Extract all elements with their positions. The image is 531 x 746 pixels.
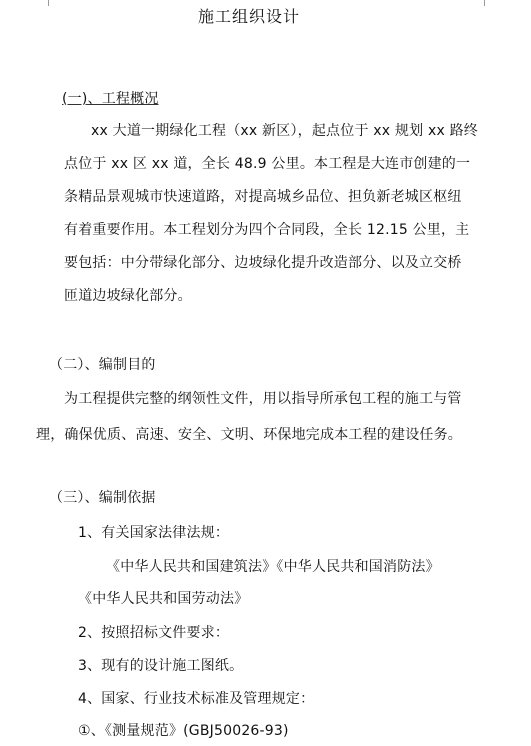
section-heading-basis: （三）、编制依据 <box>49 490 156 506</box>
margin-corner-mark-right <box>484 0 497 6</box>
overview-line-2: 点位于 xx 区 xx 道，全长 48.9 公里。本工程是大连市创建的一 <box>64 156 471 172</box>
purpose-line-1: 为工程提供完整的纲领性文件，用以指导所承包工程的施工与管 <box>64 391 462 407</box>
document-title: 施工组织设计 <box>198 7 301 26</box>
overview-line-1: xx 大道一期绿化工程（xx 新区），起点位于 xx 规划 xx 路终 <box>91 123 478 139</box>
basis-laws-line-1: 《中华人民共和国建筑法》《中华人民共和国消防法》 <box>106 559 440 575</box>
overview-line-4: 有着重要作用。本工程划分为四个合同段，全长 12.15 公里，主 <box>64 222 470 238</box>
section-heading-overview: (一)、工程概况 <box>62 91 159 107</box>
purpose-line-2: 理，确保优质、高速、安全、文明、环保地完成本工程的建设任务。 <box>36 427 462 443</box>
basis-subitem-1: ①、《测量规范》(GBJ50026-93) <box>78 723 289 739</box>
overview-line-5: 要包括：中分带绿化部分、边坡绿化提升改造部分、以及立交桥 <box>64 255 462 271</box>
basis-item-1: 1、有关国家法律法规： <box>78 525 230 541</box>
basis-laws-line-2: 《中华人民共和国劳动法》 <box>78 591 249 607</box>
overview-line-3: 条精品景观城市快速道路，对提高城乡品位、担负新老城区枢纽 <box>64 189 462 205</box>
basis-item-2: 2、按照招标文件要求： <box>78 625 230 641</box>
section-heading-purpose: （二）、编制目的 <box>49 357 156 373</box>
margin-corner-mark-left <box>36 0 49 6</box>
overview-line-6: 匝道边坡绿化部分。 <box>64 288 192 304</box>
basis-item-3: 3、现有的设计施工图纸。 <box>78 658 244 674</box>
basis-item-4: 4、国家、行业技术标准及管理规定： <box>78 691 315 707</box>
